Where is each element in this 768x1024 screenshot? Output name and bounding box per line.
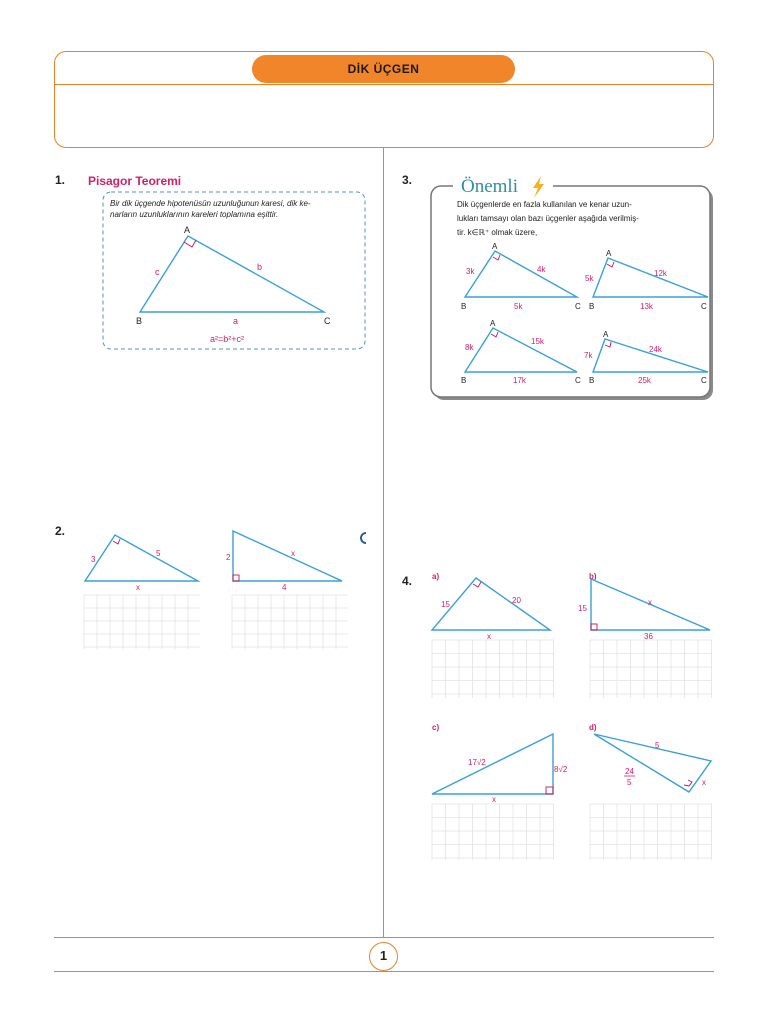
q3-tri2-left: 5k <box>585 274 594 283</box>
q3-text-line-2: lukları tamsayı olan bazı üçgenler aşağıda verilmiş- <box>457 214 639 223</box>
q3-tri2-bottom: 13k <box>640 302 653 311</box>
question-1-number: 1. <box>55 173 66 187</box>
header-divider <box>55 84 713 85</box>
question-2-number: 2. <box>55 524 66 538</box>
question-4-figure <box>428 568 728 868</box>
q4d-frac-den: 5 <box>627 778 632 787</box>
q3-tri3-B: B <box>461 376 467 385</box>
q3-text-line-3: tir. k∈ℝ⁺ olmak üzere, <box>457 228 538 237</box>
q2-tri1-bottom: x <box>136 583 140 592</box>
q3-tri3-right: 15k <box>531 337 544 346</box>
q3-tri1-right: 4k <box>537 265 546 274</box>
q4a-right-angle <box>473 582 481 587</box>
q3-tri1-B: B <box>461 302 467 311</box>
q4c-hyp-base: 17 <box>468 758 477 767</box>
q2-tri2-left: 2 <box>226 553 231 562</box>
q4d-triangle <box>594 734 711 792</box>
q1-text-line-1: Bir dik üçgende hipotenüsün uzunluğunun karesi, dik ke- <box>110 199 311 208</box>
question-4-number: 4. <box>402 574 413 588</box>
q4a-bottom: x <box>487 632 491 641</box>
q1-label-c: c <box>155 267 160 277</box>
q4c-grid <box>432 804 554 860</box>
q4c-bottom: x <box>492 795 496 804</box>
q1-label-a: a <box>233 316 239 326</box>
q1-heading: Pisagor Teoremi <box>88 174 182 188</box>
q4a-left: 15 <box>441 600 450 609</box>
q4b-left: 15 <box>578 604 587 613</box>
q3-tri3-bottom: 17k <box>513 376 526 385</box>
q1-right-angle-mark <box>184 240 196 247</box>
q4c-hyp-root-arg: 2 <box>481 758 486 767</box>
q2-grid-2 <box>232 595 348 649</box>
q4b-grid <box>590 640 712 698</box>
q2-tri1-left: 3 <box>91 555 96 564</box>
q3-tri2-right: 12k <box>654 269 667 278</box>
q4a-right: 20 <box>512 596 521 605</box>
q4d-right-angle <box>684 780 692 786</box>
q4b-right-angle <box>591 624 597 630</box>
q3-heading: Önemli <box>461 176 518 197</box>
page-title: DİK ÜÇGEN <box>252 55 515 83</box>
q4d-grid <box>590 804 712 860</box>
q1-label-B: B <box>136 316 143 326</box>
q3-tri4-left: 7k <box>584 351 593 360</box>
q3-tri3-A: A <box>490 319 496 328</box>
q1-label-A: A <box>184 225 191 235</box>
q4c-triangle <box>432 734 553 794</box>
q4c-right <box>554 765 568 774</box>
q4c-hyp-root-symbol: √ <box>476 758 482 767</box>
q4c-right-root-symbol: √ <box>558 765 563 774</box>
q3-tri3-C: C <box>575 376 581 385</box>
q2-tri1-right: 5 <box>156 549 161 558</box>
q4b-hyp: x <box>648 598 652 607</box>
q4b-bottom: 36 <box>644 632 653 641</box>
q4a-grid <box>432 640 554 698</box>
q1-label-C: C <box>324 316 331 326</box>
q4d-right: x <box>702 778 706 787</box>
page-number: 1 <box>369 942 398 971</box>
q4c-right-root-arg: 2 <box>562 765 568 774</box>
question-3-number: 3. <box>402 173 413 187</box>
q3-tri3-left: 8k <box>465 343 474 352</box>
q3-tri2-B: B <box>589 302 595 311</box>
q2-tri2-hyp: x <box>291 549 295 558</box>
q3-tri1-C: C <box>575 302 581 311</box>
q1-formula: a²=b²+c² <box>210 334 245 344</box>
q1-text-line-2: narların uzunluklarının kareleri toplamına eşittir. <box>110 210 279 219</box>
q2-grid-1 <box>84 595 200 649</box>
q3-tri4-A: A <box>603 330 609 339</box>
q2-tri1-right-angle-mark <box>113 539 120 544</box>
column-divider <box>383 148 384 937</box>
q4d-frac-num: 24 <box>625 767 634 776</box>
question-2-figure <box>80 525 370 660</box>
q3-tri4-B: B <box>589 376 595 385</box>
q3-tri1-left: 3k <box>466 267 475 276</box>
q4a-tag: a) <box>432 572 440 581</box>
q1-label-b: b <box>257 262 263 272</box>
q4c-tag: c) <box>432 723 440 732</box>
q1-triangle <box>140 236 324 312</box>
q2-tri2-bottom: 4 <box>282 583 287 592</box>
q2-triangle-2 <box>233 531 342 581</box>
q2-triangle-1 <box>85 535 198 581</box>
q3-tri1-A: A <box>492 242 498 251</box>
question-1-figure <box>80 168 380 358</box>
q2-decorative-swirl <box>361 533 366 543</box>
q4d-tag: d) <box>589 723 597 732</box>
q2-tri2-right-angle-mark <box>233 575 239 581</box>
q4c-hyp <box>468 758 486 767</box>
q4b-tag: b) <box>589 572 597 581</box>
q3-tri2-C: C <box>701 302 707 311</box>
question-3-figure <box>425 170 715 400</box>
footer-line-top <box>54 937 714 938</box>
q3-tri4-C: C <box>701 376 707 385</box>
q3-tri4-right: 24k <box>649 345 662 354</box>
footer-line-bottom <box>54 971 714 972</box>
q3-tri2-A: A <box>606 249 612 258</box>
q4d-top: 5 <box>655 741 660 750</box>
q4c-right-base: 8 <box>554 765 559 774</box>
q4c-right-angle <box>546 787 553 794</box>
q3-text-line-1: Dik üçgenlerde en fazla kullanılan ve kenar uzun- <box>457 200 632 209</box>
q3-tri4-bottom: 25k <box>638 376 651 385</box>
q3-tri1-bottom: 5k <box>514 302 523 311</box>
